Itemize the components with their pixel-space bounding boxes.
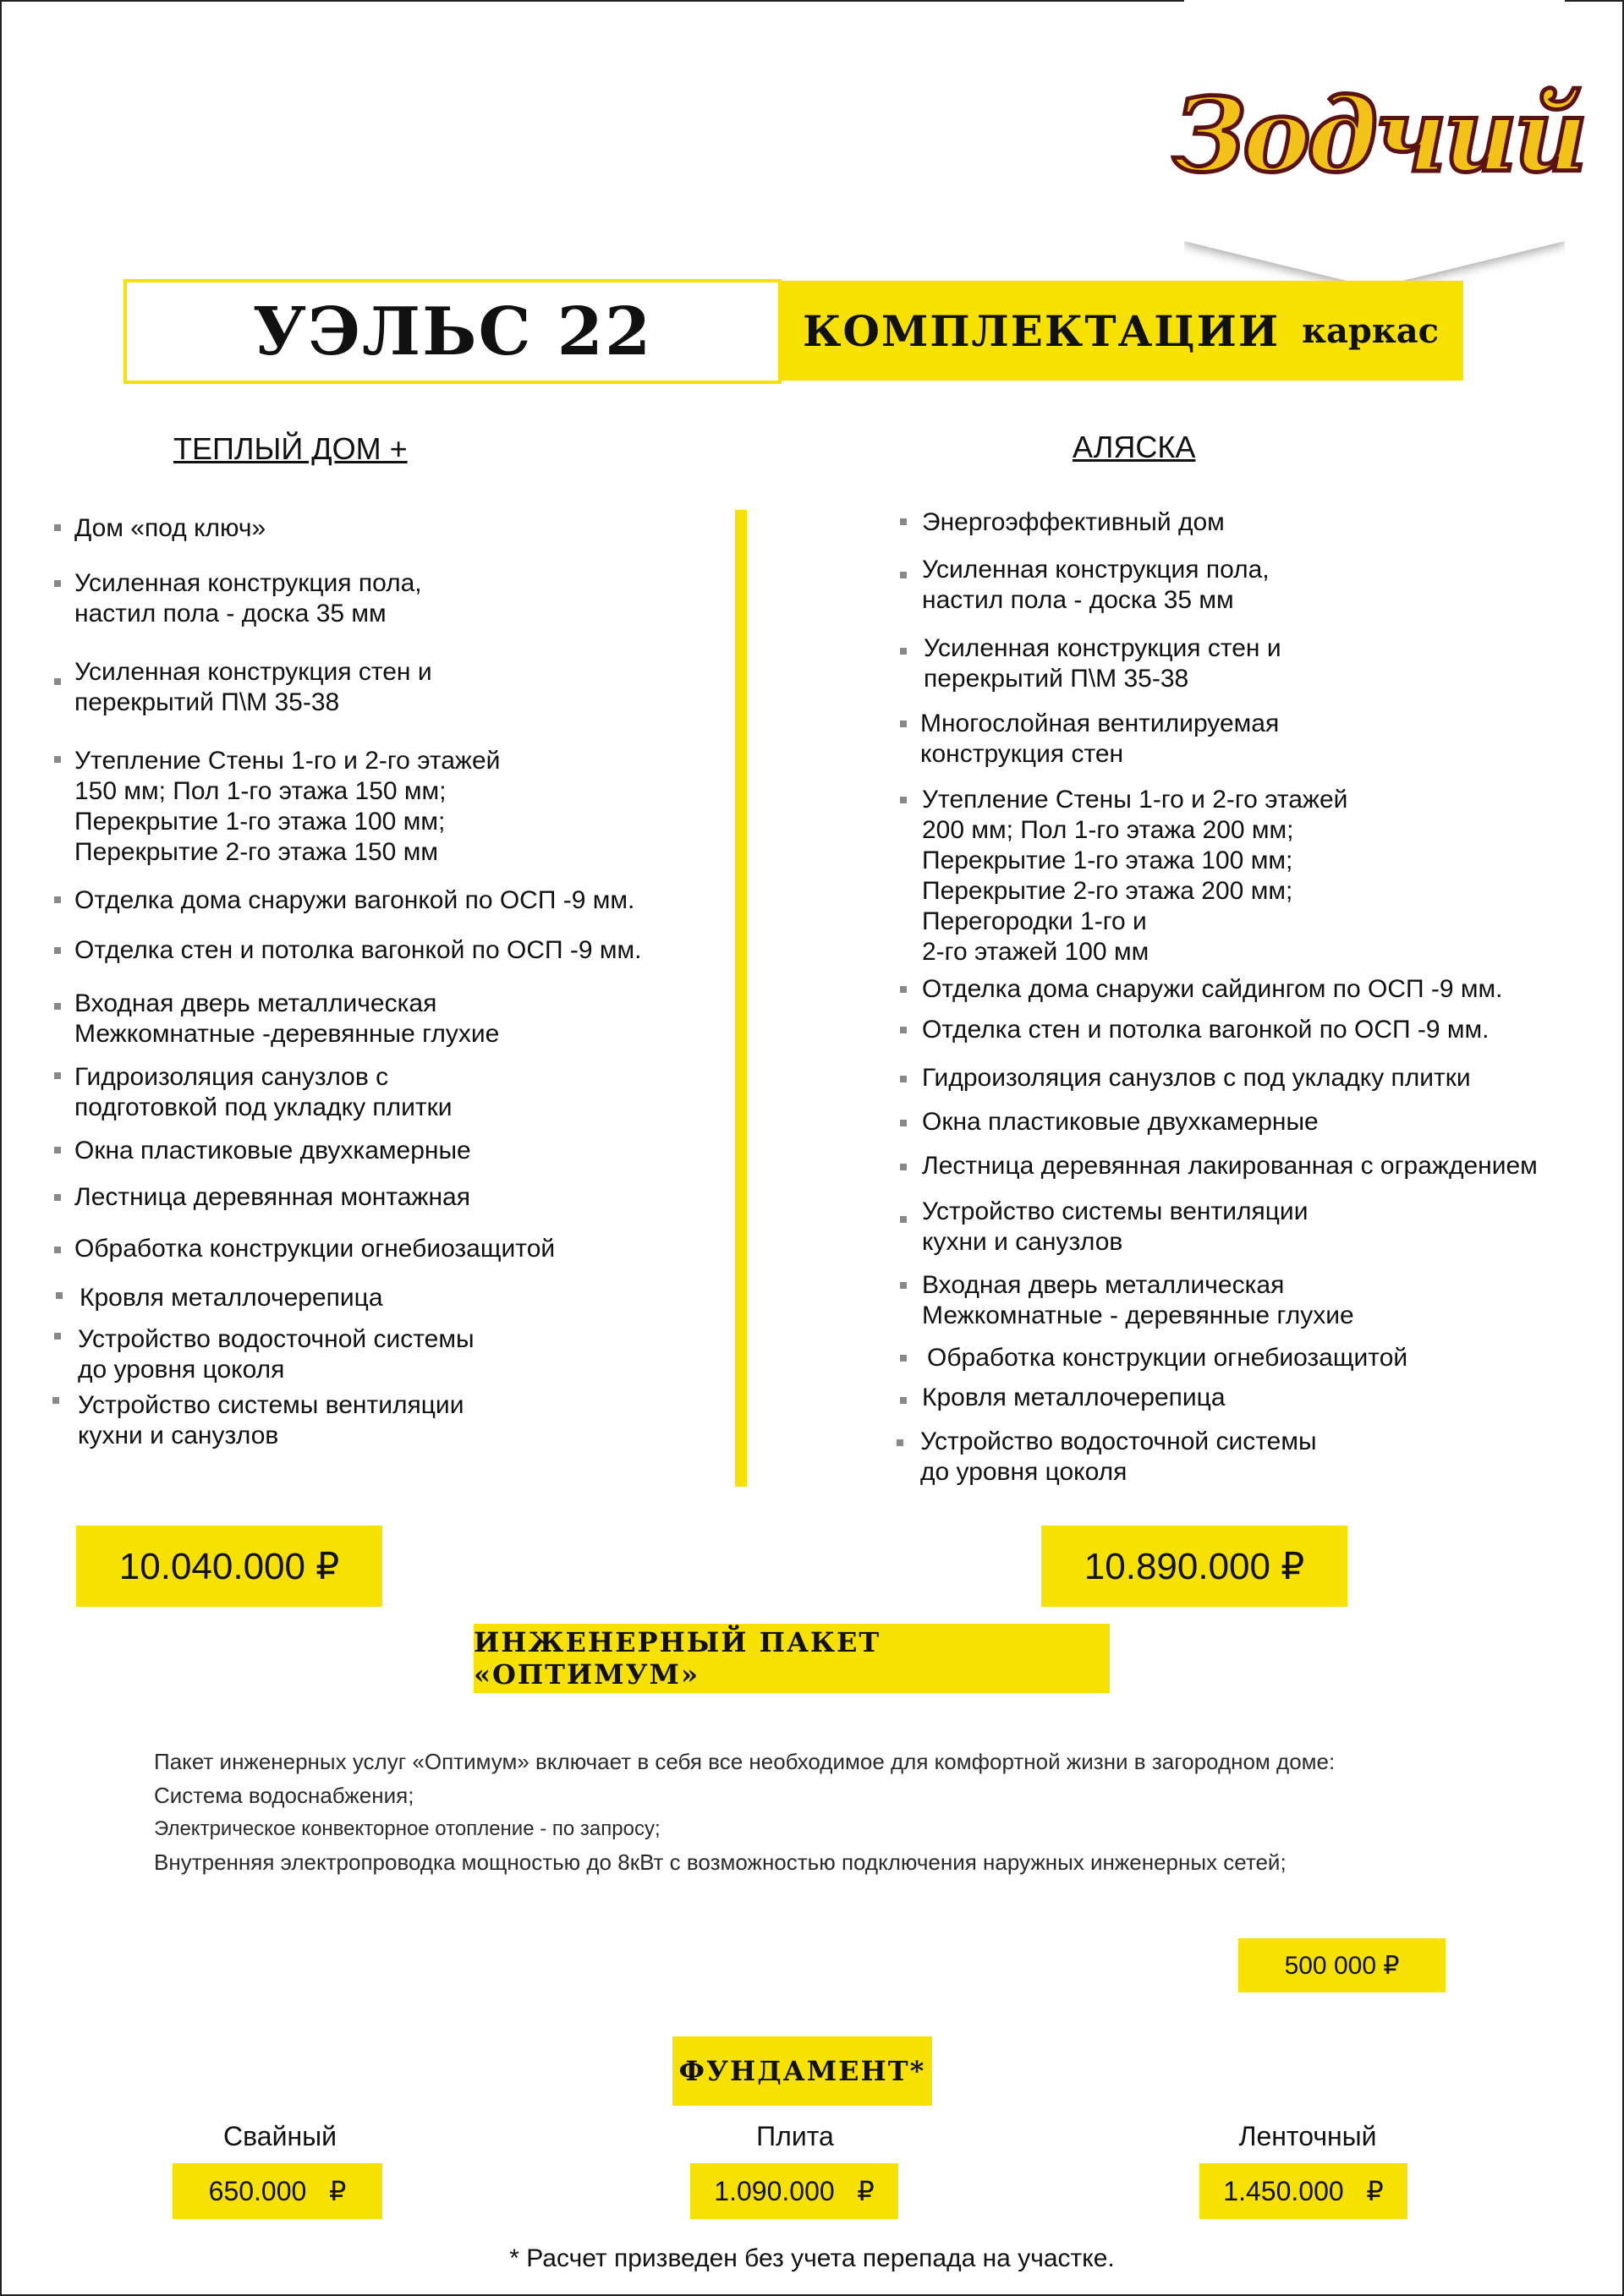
foundation-option-label: Плита bbox=[756, 2121, 834, 2151]
model-title: УЭЛЬС 22 bbox=[123, 279, 782, 384]
bullet-icon bbox=[54, 756, 61, 763]
list-item: Отделка дома снаружи вагонкой по ОСП -9 мм. bbox=[74, 886, 635, 914]
bullet-icon bbox=[900, 518, 907, 525]
bullet-icon bbox=[900, 1397, 907, 1404]
engineering-line: Внутренняя электропроводка мощностью до 8кВт с возможностью подключения наружных инженерных сетей; bbox=[154, 1849, 1287, 1875]
bullet-icon bbox=[54, 947, 61, 954]
engineering-line: Система водоснабжения; bbox=[154, 1783, 414, 1808]
list-item: Обработка конструкции огнебиозащитой bbox=[74, 1235, 556, 1263]
bullet-icon bbox=[900, 797, 907, 803]
list-item: Усиленная конструкция стен и перекрытий П\М 35-38 bbox=[924, 634, 1281, 693]
left-column-title: ТЕПЛЫЙ ДОМ + bbox=[173, 431, 408, 466]
list-item: Утепление Стены 1-го и 2-го этажей 150 мм; Пол 1-го этажа 150 мм; Перекрытие 1-го этажа 100 мм; Перекрытие 2-го этажа 150 мм bbox=[74, 747, 501, 866]
left-price-badge: 10.040.000 ₽ bbox=[76, 1526, 382, 1607]
company-logo: Зодчий bbox=[1172, 75, 1585, 195]
right-column-title: АЛЯСКА bbox=[1073, 430, 1196, 464]
list-item: Усиленная конструкция пола, настил пола - доска 35 мм bbox=[74, 569, 422, 627]
configurations-subtitle: каркас bbox=[1302, 310, 1440, 351]
bullet-icon bbox=[52, 1397, 59, 1404]
list-item: Гидроизоляция санузлов с под укладку плитки bbox=[922, 1064, 1471, 1092]
bullet-icon bbox=[54, 1147, 61, 1153]
list-item: Отделка стен и потолка вагонкой по ОСП -9 мм. bbox=[922, 1016, 1490, 1044]
list-item: Устройство водосточной системы до уровня цоколя bbox=[920, 1427, 1317, 1486]
list-item: Входная дверь металлическая Межкомнатные - деревянные глухие bbox=[922, 1271, 1354, 1329]
list-item: Утепление Стены 1-го и 2-го этажей 200 мм; Пол 1-го этажа 200 мм; Перекрытие 1-го этажа 100 мм; Перекрытие 2-го этажа 200 мм; Перегородки 1-го и 2-го этажей 100 мм bbox=[922, 786, 1348, 966]
bullet-icon bbox=[900, 572, 907, 578]
bullet-icon bbox=[900, 986, 907, 993]
foundation-title: ФУНДАМЕНТ* bbox=[672, 2036, 932, 2106]
right-price-badge: 10.890.000 ₽ bbox=[1041, 1526, 1347, 1607]
list-item: Многослойная вентилируемая конструкция стен bbox=[920, 710, 1280, 768]
bullet-icon bbox=[900, 1355, 907, 1362]
bullet-icon bbox=[900, 1027, 907, 1033]
list-item: Усиленная конструкция пола, настил пола - доска 35 мм bbox=[922, 556, 1270, 614]
bullet-icon bbox=[54, 1072, 61, 1079]
list-item: Энергоэффективный дом bbox=[922, 508, 1225, 536]
bullet-icon bbox=[54, 524, 61, 531]
bullet-icon bbox=[54, 1333, 61, 1340]
list-item: Лестница деревянная монтажная bbox=[74, 1183, 470, 1211]
list-item: Обработка конструкции огнебиозащитой bbox=[927, 1344, 1408, 1372]
column-divider bbox=[735, 510, 747, 1487]
list-item: Окна пластиковые двухкамерные bbox=[922, 1108, 1319, 1136]
list-item: Лестница деревянная лакированная с ограждением bbox=[922, 1152, 1538, 1180]
list-item: Дом «под ключ» bbox=[74, 514, 266, 542]
configurations-title: КОМПЛЕКТАЦИИ bbox=[802, 305, 1281, 356]
foundation-price-badge: 1.450.000 ₽ bbox=[1199, 2163, 1407, 2219]
bullet-icon bbox=[54, 1003, 61, 1010]
list-item: Отделка стен и потолка вагонкой по ОСП -9 мм. bbox=[74, 936, 642, 964]
list-item: Окна пластиковые двухкамерные bbox=[74, 1137, 471, 1164]
list-item: Кровля металлочерепица bbox=[80, 1284, 383, 1312]
list-item: Кровля металлочерепица bbox=[922, 1384, 1226, 1411]
bullet-icon bbox=[900, 721, 907, 727]
bullet-icon bbox=[900, 1216, 907, 1223]
foundation-option-label: Свайный bbox=[223, 2121, 337, 2151]
list-item: Устройство системы вентиляции кухни и санузлов bbox=[78, 1391, 464, 1449]
bullet-icon bbox=[54, 580, 61, 587]
list-item: Входная дверь металлическая Межкомнатные -деревянные глухие bbox=[74, 989, 500, 1048]
bullet-icon bbox=[900, 1076, 907, 1082]
foundation-option-label: Ленточный bbox=[1238, 2121, 1377, 2151]
list-item: Устройство системы вентиляции кухни и санузлов bbox=[922, 1197, 1309, 1256]
bullet-icon bbox=[54, 896, 61, 903]
list-item: Устройство водосточной системы до уровня цоколя bbox=[78, 1325, 475, 1384]
engineering-price-badge: 500 000 ₽ bbox=[1238, 1938, 1446, 1992]
bullet-icon bbox=[54, 1194, 61, 1201]
bullet-icon bbox=[54, 678, 61, 685]
bullet-icon bbox=[54, 1247, 61, 1253]
bullet-icon bbox=[897, 1439, 903, 1446]
bullet-icon bbox=[900, 1164, 907, 1170]
footnote: * Расчет призведен без учета перепада на участке. bbox=[509, 2244, 1115, 2272]
foundation-price-badge: 1.090.000 ₽ bbox=[690, 2163, 898, 2219]
bullet-icon bbox=[900, 1282, 907, 1289]
engineering-title: ИНЖЕНЕРНЫЙ ПАКЕТ «ОПТИМУМ» bbox=[474, 1624, 1110, 1693]
engineering-line: Пакет инженерных услуг «Оптимум» включает в себя все необходимое для комфортной жизни в загородном доме: bbox=[154, 1749, 1336, 1774]
list-item: Отделка дома снаружи сайдингом по ОСП -9 мм. bbox=[922, 975, 1503, 1003]
engineering-line: Электрическое конвекторное отопление - по запросу; bbox=[154, 1817, 661, 1840]
foundation-price-badge: 650.000 ₽ bbox=[173, 2163, 382, 2219]
bullet-icon bbox=[900, 648, 907, 655]
bullet-icon bbox=[900, 1120, 907, 1126]
list-item: Гидроизоляция санузлов с подготовкой под укладку плитки bbox=[74, 1063, 453, 1121]
list-item: Усиленная конструкция стен и перекрытий П\М 35-38 bbox=[74, 658, 432, 716]
bullet-icon bbox=[56, 1292, 63, 1299]
configurations-bar bbox=[778, 281, 1463, 381]
